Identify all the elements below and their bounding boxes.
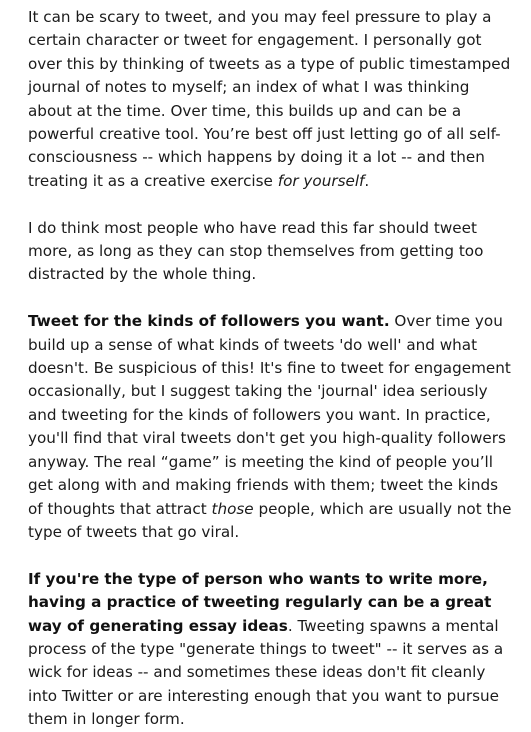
emphasis-text: those xyxy=(211,499,254,518)
paragraph-text: It can be scary to tweet, and you may feel pressure to play a certain character or tweet for engagement. I personally got over this by thinking of tweets as a type of public timestamped journal of notes to myself; an index of what I was thinking about at the time. Over time, this builds up and can be a powerful creative tool. You’re best off just letting go of all self-consciousness -- which happens by doing it a lot -- and then treating it as a creative exercise xyxy=(28,8,511,190)
paragraph-tweeting-fear xyxy=(28,6,513,193)
emphasis-text: for yourself xyxy=(277,171,365,190)
paragraph-text: . Tweeting spawns a mental process of the type "generate things to tweet" -- it serves as a wick for ideas -- and sometimes these ideas don't fit cleanly into Twitter or are interesting enough that you want to pursue them in longer form. xyxy=(28,616,504,729)
paragraph-lead: Tweet for the kinds of followers you want. xyxy=(28,312,390,331)
paragraph-essay-ideas xyxy=(28,568,513,732)
paragraph-text: . xyxy=(364,171,370,190)
paragraph-lead: If you're the type of person who wants to write more, having a practice of tweeting regularly can be a great way of generating essay ideas xyxy=(28,569,492,635)
paragraph-text: I do think most people who have read this far should tweet more, as long as they can stop themselves from getting too distracted by the whole thing. xyxy=(28,218,484,284)
paragraph-text: Over time you build up a sense of what kinds of tweets 'do well' and what doesn't. Be suspicious of this! It's fine to tweet for engagement occasionally, but I suggest taking the 'journal' idea seriously and tweeting for the kinds of followers you want. In practice, you'll find that viral tweets don't get you high-quality followers anyway. The real “game” is meeting the kind of people you’ll get along with and making friends with them; tweet the kinds of thoughts that attract xyxy=(28,312,511,518)
paragraph-text: people, which are usually not the type of tweets that go viral. xyxy=(28,499,512,541)
paragraph-followers xyxy=(28,310,513,544)
paragraph-tweet-more xyxy=(28,217,513,287)
